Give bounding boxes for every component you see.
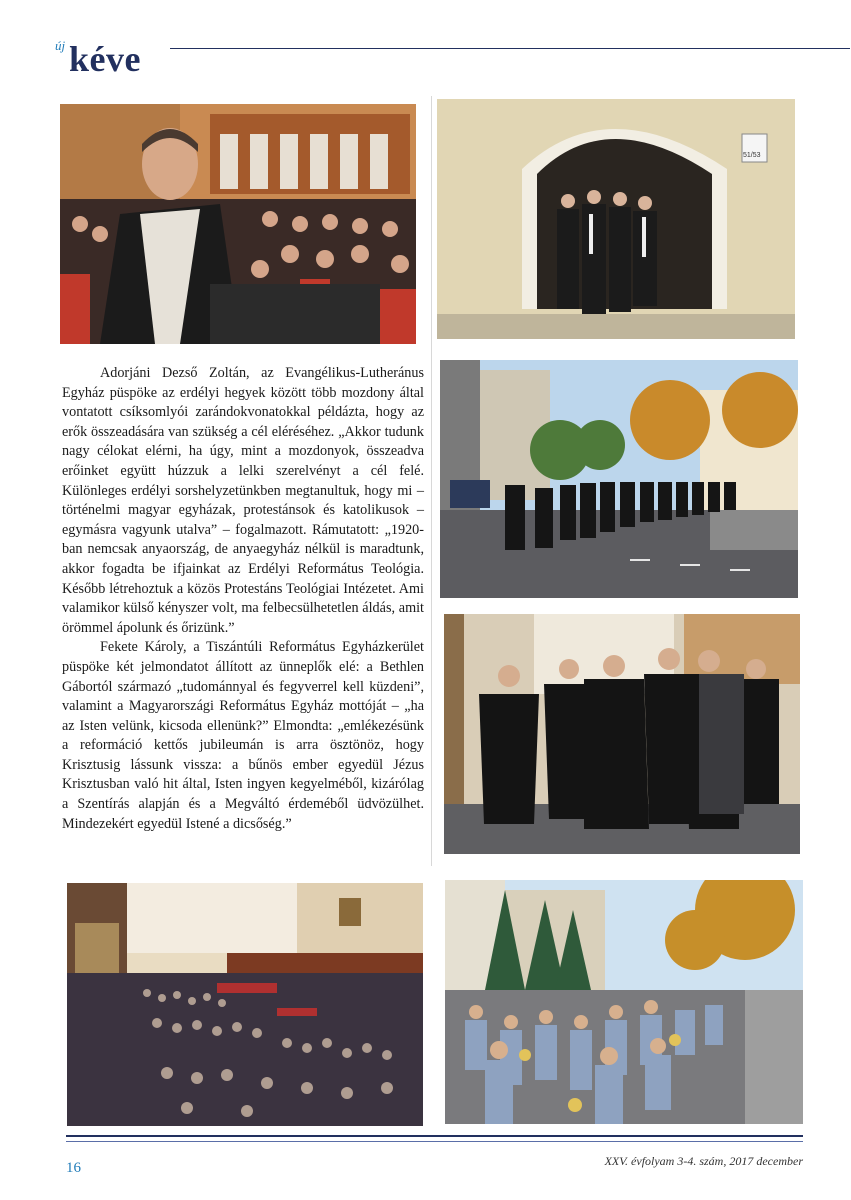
photo-marching-band: [445, 880, 803, 1124]
logo-title: kéve: [69, 39, 141, 79]
page-number: 16: [66, 1160, 81, 1176]
gate-address-sign: 51/53: [743, 152, 761, 159]
photo-icon: [445, 880, 803, 1124]
article-paragraph: Adorjáni Dezső Zoltán, az Evangélikus-Lutheránus Egyház püspöke az erdélyi hegyek között több mozdony által vontatott csíksomlyói zarándokvonatokkal példázta, hogy az erők összeadására van szükség a cél eléréséhez. „Akkor tudunk nagy célokat elérni, ha úgy, mint a mozdonyok, összeadva erőinket együtt húzzuk a lelki szerelvényt a cél felé. Különleges erdélyi sorshelyzetünkben megtanultuk, hogy mi – történelmi magyar egyházak, protestánsok és katolikusok – egymásra vagyunk utalva” – fogalmazott. Rámutatott: „1920-ban nemcsak anyaország, de anyaegyház nélkül is maradtunk, akkor fogadta be ifjainkat az Erdélyi Református Teológia. Később létrehoztuk a közös Protestáns Teológiai Intézetet. Ami valamikor külső kényszer volt, ma felbecsülhetetlen áldás, amit örömmel ápolunk és őrizünk.”: [62, 365, 424, 636]
photo-icon: [440, 360, 798, 598]
photo-bishop-speaking: [60, 104, 416, 344]
photo-icon: [60, 104, 416, 344]
photo-street-procession: [440, 360, 798, 598]
article-body: [62, 364, 424, 834]
logo-prefix: új: [55, 38, 66, 53]
footer-rule: [66, 1135, 803, 1137]
photo-icon: [444, 614, 800, 854]
masthead: [55, 34, 795, 84]
issue-info: XXV. évfolyam 3-4. szám, 2017 december: [604, 1154, 803, 1168]
masthead-rule: [170, 48, 850, 49]
photo-gate-procession: [437, 99, 795, 339]
photo-icon: [437, 99, 795, 339]
photo-church-interior: [67, 883, 423, 1126]
photo-icon: [67, 883, 423, 1126]
column-divider: [431, 96, 432, 866]
footer-rule: [66, 1141, 803, 1142]
photo-clergy-walking: [444, 614, 800, 854]
article-paragraph: Fekete Károly, a Tiszántúli Református Egyházkerület püspöke két jelmondatot állított az ünneplők elé: a Bethlen Gábortól származó „tudománnyal és fegyverrel kell küzdeni”, valamint a Magyarországi Református Egyház mottóját – „ha az Isten velünk, kicsoda ellenünk?” Elmondta: „emlékezésünk a reformáció kettős jubileumán is arra ösztönöz, hogy Krisztusig lássunk vissza: a bűnös ember egyedül Jézus Krisztusban való hit által, Isten ingyen kegyelméből, kizárólag a Szentírás alapján és a Megváltó érdeméből üdvözülhet. Mindezekért egyedül Istené a dicsőség.”: [62, 639, 424, 832]
